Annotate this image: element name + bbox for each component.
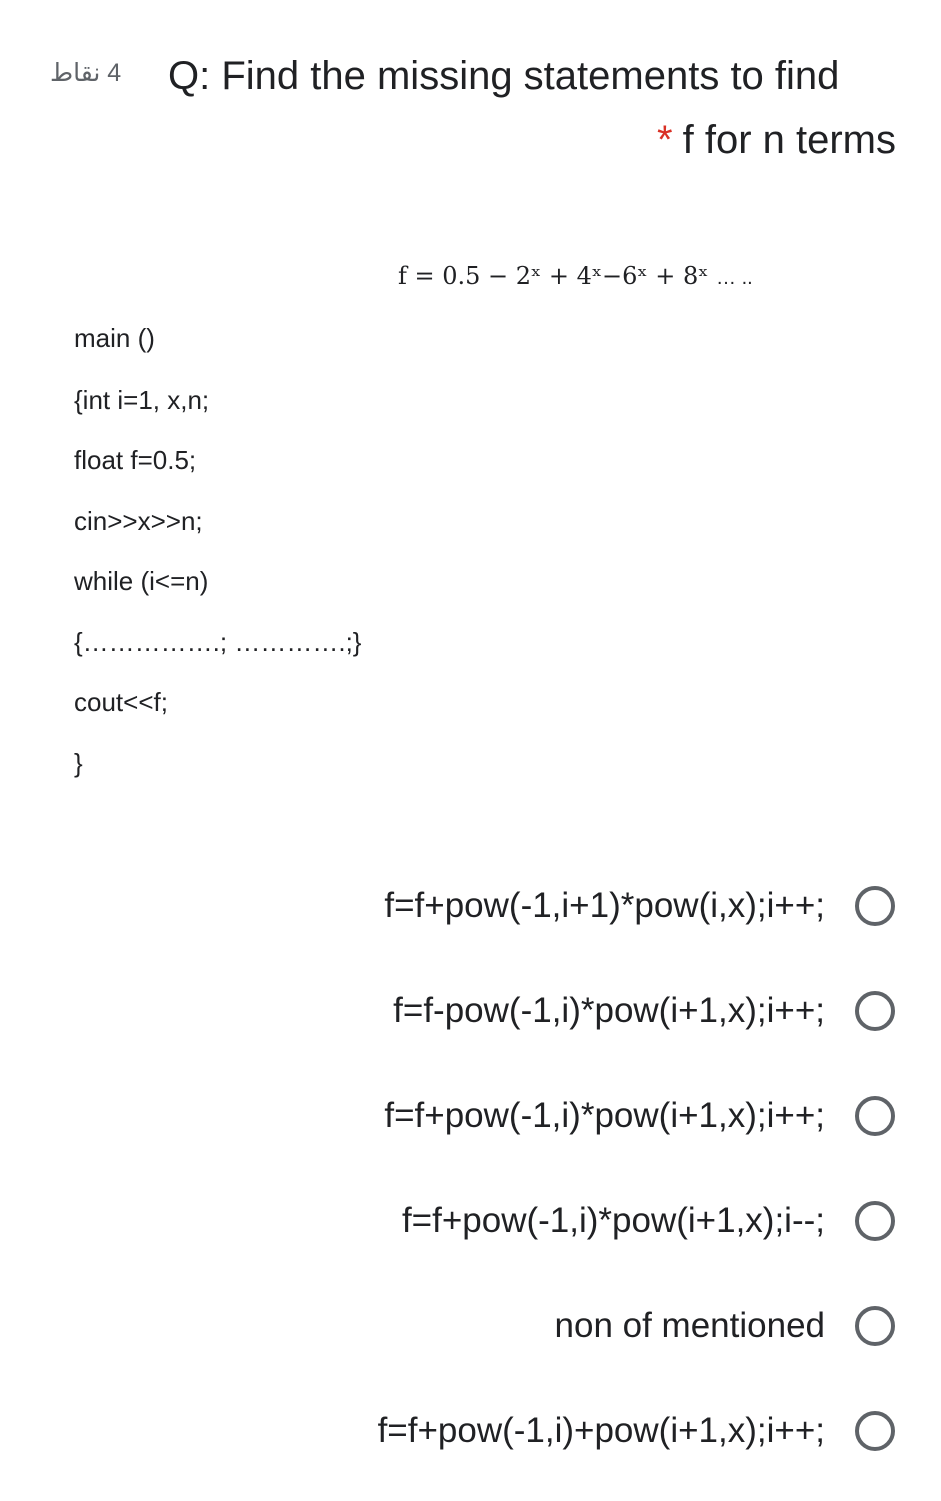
code-line: float f=0.5; [74, 445, 197, 475]
radio-button[interactable] [855, 991, 895, 1031]
answer-option[interactable] [384, 876, 895, 936]
option-label: f=f+pow(-1,i)*pow(i+1,x);i--; [401, 1201, 825, 1240]
answer-option[interactable] [378, 1401, 895, 1461]
required-marker: * [657, 118, 673, 162]
code-line: {int i=1, x,n; [74, 385, 210, 415]
formula-ellipsis: … .. [716, 267, 753, 289]
option-label: f=f+pow(-1,i)+pow(i+1,x);i++; [377, 1411, 825, 1450]
formula-expression: f = 0.5 − 2ˣ + 4ˣ−6ˣ + 8ˣ [398, 262, 709, 290]
answer-option[interactable] [402, 1191, 895, 1251]
series-formula [398, 262, 753, 290]
code-line: cout<<f; [74, 687, 168, 717]
question-title-line2-wrap [168, 108, 896, 172]
radio-button[interactable] [855, 1096, 895, 1136]
radio-button[interactable] [855, 1201, 895, 1241]
radio-button[interactable] [855, 886, 895, 926]
radio-button[interactable] [855, 1306, 895, 1346]
answer-option[interactable] [393, 981, 895, 1041]
code-line: {…………….; ………….;} [74, 627, 362, 657]
answer-option[interactable] [384, 1086, 895, 1146]
code-line: main () [74, 323, 155, 353]
radio-button[interactable] [855, 1411, 895, 1451]
option-label: f=f-pow(-1,i)*pow(i+1,x);i++; [393, 991, 825, 1030]
option-label: non of mentioned [554, 1306, 825, 1345]
code-line: while (i<=n) [74, 566, 209, 596]
option-label: f=f+pow(-1,i+1)*pow(i,x);i++; [384, 886, 825, 925]
code-line: } [74, 748, 83, 778]
answer-option[interactable] [555, 1296, 895, 1356]
code-line: cin>>x>>n; [74, 506, 203, 536]
question-title-line2: f for n terms [682, 118, 896, 162]
points-label: 4 نقاط [50, 59, 122, 87]
option-label: f=f+pow(-1,i)*pow(i+1,x);i++; [384, 1096, 825, 1135]
question-title [168, 44, 896, 172]
question-title-line1: Q: Find the missing statements to find [168, 54, 840, 98]
